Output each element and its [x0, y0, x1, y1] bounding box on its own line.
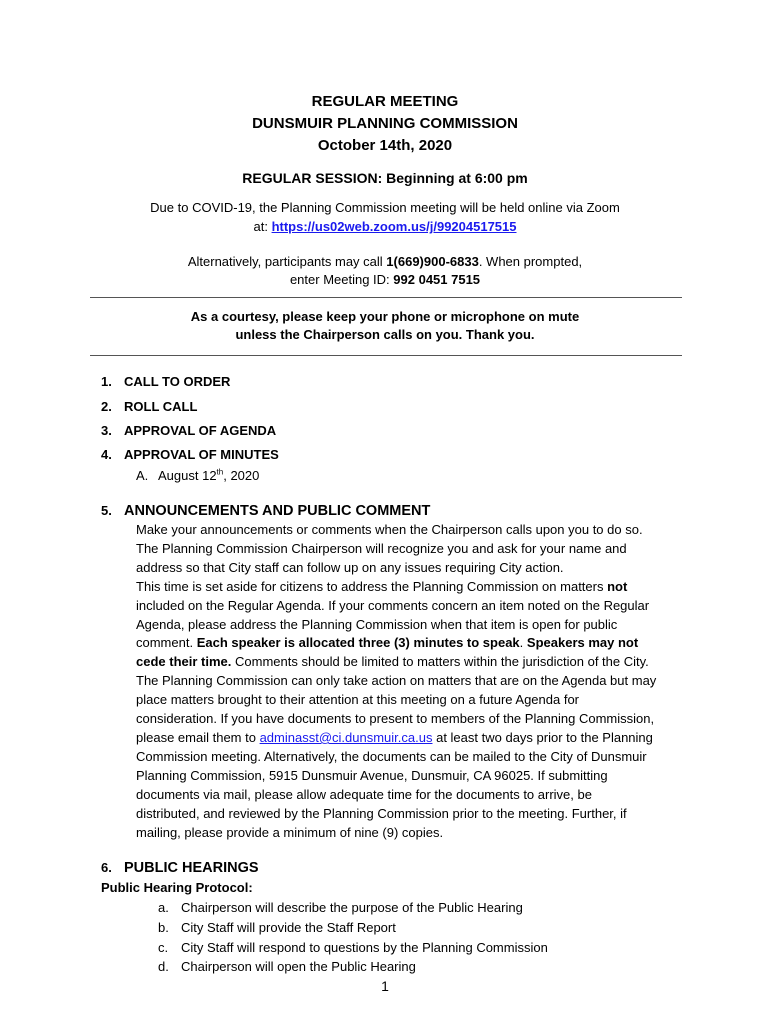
phone-number: 1(669)900-6833 [386, 254, 479, 269]
protocol-title: Public Hearing Protocol: [101, 880, 253, 895]
zoom-link[interactable]: https://us02web.zoom.us/j/99204517515 [271, 219, 517, 234]
protocol-item-c: c. City Staff will respond to questions by the Planning Commission [158, 940, 548, 955]
phone-pre: Alternatively, participants may call [187, 254, 387, 269]
courtesy-line-1: As a courtesy, please keep your phone or microphone on mute [190, 309, 580, 324]
meeting-type-title: REGULAR MEETING [311, 93, 459, 110]
protocol-item-d: d. Chairperson will open the Public Hearing [158, 959, 416, 974]
divider-bottom [90, 355, 682, 356]
zoom-notice: Due to COVID-19, the Planning Commission meeting will be held online via Zoom [150, 200, 620, 215]
zoom-link-line [0, 219, 770, 234]
commission-title: DUNSMUIR PLANNING COMMISSION [252, 115, 518, 132]
section-5-heading: 5. ANNOUNCEMENTS AND PUBLIC COMMENT [101, 503, 431, 519]
agenda-item-approval-of-minutes: 4. APPROVAL OF MINUTES [101, 447, 279, 462]
meeting-date: October 14th, 2020 [317, 137, 453, 154]
page-number: 1 [381, 978, 389, 994]
email-link[interactable]: adminasst@ci.dunsmuir.ca.us [259, 729, 433, 745]
meeting-id-label: enter Meeting ID: [289, 272, 394, 287]
zoom-at-label: at: [253, 219, 272, 234]
agenda-item-call-to-order: 1. CALL TO ORDER [101, 374, 231, 389]
meeting-id: 992 0451 7515 [393, 272, 481, 287]
protocol-item-b: b. City Staff will provide the Staff Report [158, 920, 396, 935]
phone-post: . When prompted, [478, 254, 583, 269]
agenda-item-approval-of-agenda: 3. APPROVAL OF AGENDA [101, 423, 277, 438]
phone-notice [0, 254, 770, 269]
section-6-heading: 6. PUBLIC HEARINGS [101, 860, 259, 876]
minutes-subitem: A. August 12th, 2020 [136, 467, 260, 483]
courtesy-line-2: unless the Chairperson calls on you. Thank you. [235, 327, 535, 342]
divider-top [90, 297, 682, 298]
announcements-paragraph: Make your announcements or comments when the Chairperson calls upon you to do so. The Planning Commission Chairperson will recognize you and ask for your name and address so that City staff can follow up on any issues requiring City action. This time is set aside for citizens to address the Planning Commission on matters not included on the Regular Agenda. If your comments concern an item noted on the Regular Agenda, please address the Planning Commission when that item is open for public comment. Each speaker is allocated three (3) minutes to speak. Speakers may not cede their time. Comments should be limited to matters within the jurisdiction of the City. The Planning Commission can only take action on matters that are on the Agenda but may place matters brought to their attention at this meeting on a future Agenda for consideration. If you have documents to present to members of the Planning Commission, please email them to adminasst@ci.dunsmuir.ca.us at least two days prior to the Planning Commission meeting. Alternatively, the documents can be mailed to the City of Dunsmuir Planning Commission, 5915 Dunsmuir Avenue, Dunsmuir, CA 96025. If submitting documents via mail, please allow adequate time for the documents to arrive, be distributed, and reviewed by the Planning Commission prior to the meeting. Further, if mailing, please provide a minimum of nine (9) copies. [136, 522, 657, 840]
agenda-item-roll-call: 2. ROLL CALL [101, 399, 198, 414]
meeting-id-line [0, 272, 770, 287]
protocol-item-a: a. Chairperson will describe the purpose of the Public Hearing [158, 900, 523, 915]
session-start-time: REGULAR SESSION: Beginning at 6:00 pm [242, 170, 528, 186]
